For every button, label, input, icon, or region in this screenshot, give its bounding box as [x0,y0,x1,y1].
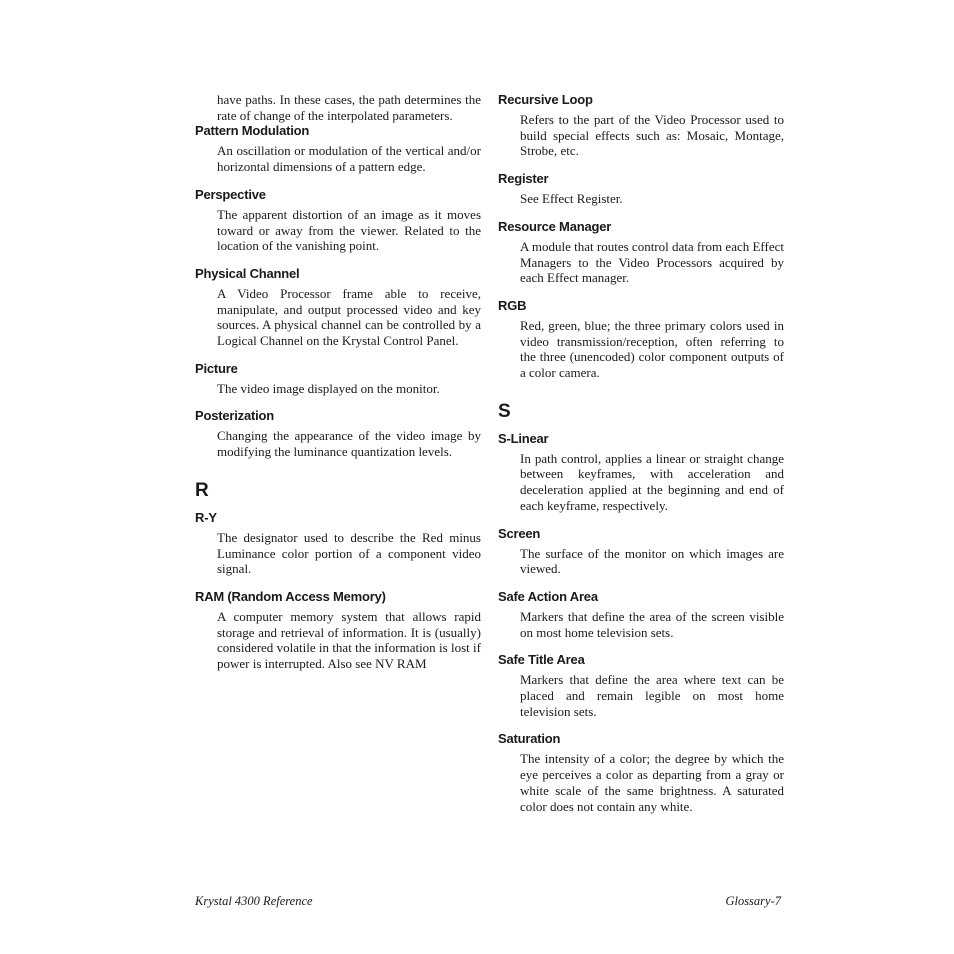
continuation-text: have paths. In these cases, the path determines the rate of change of the interpolated parameters. [217,92,481,123]
glossary-entry [498,171,784,207]
glossary-term: Safe Title Area [498,652,585,668]
right-column [498,92,784,814]
footer-document-title: Krystal 4300 Reference [195,894,313,908]
glossary-definition: See Effect Register. [520,191,623,207]
glossary-term: Posterization [195,408,275,424]
glossary-entry [195,361,481,397]
left-column [195,92,481,672]
glossary-term: Perspective [195,186,266,202]
glossary-definition: A computer memory system that allows rapid storage and retrieval of information. It is (usually) considered volatile in that the information is lost if power is interrupted. Also see NV RAM [217,608,481,672]
entries-before-r [195,123,481,459]
glossary-term: S-Linear [498,430,549,446]
glossary-definition: Refers to the part of the Video Processor used to build special effects such as: Mosaic, Montage, Strobe, etc. [520,112,784,159]
glossary-definition: In path control, applies a linear or straight change between keyframes, with acceleration and deceleration applied at the beginning and end of each keyframe, respectively. [520,450,784,513]
glossary-entry [195,589,481,672]
glossary-definition: The intensity of a color; the degree by which the eye perceives a color as departing from a gray or white scale of the same brightness. A saturated color does not contain any white. [520,751,784,814]
entries-after-r [195,510,481,672]
glossary-entry [195,408,481,459]
glossary-term: Safe Action Area [498,588,598,604]
glossary-definition: Red, green, blue; the three primary colors used in video transmission/reception, often referring to the three (unencoded) color component outputs of a color camera. [520,317,784,381]
glossary-entry [498,219,784,286]
glossary-term: Picture [195,360,238,376]
glossary-term: Register [498,171,549,187]
glossary-definition: The surface of the monitor on which images are viewed. [520,545,784,577]
glossary-entry [498,298,784,381]
glossary-entry [498,431,784,514]
glossary-entry [498,652,784,719]
glossary-entry [195,510,481,577]
glossary-term: RGB [498,297,527,313]
section-letter: S [498,400,511,422]
glossary-definition: Markers that define the area of the screen visible on most home television sets. [520,608,784,640]
glossary-definition: The apparent distortion of an image as it moves toward or away from the viewer. Related to the location of the vanishing point. [217,206,481,254]
glossary-term: Screen [498,525,541,541]
glossary-term: Recursive Loop [498,92,593,107]
glossary-entry [498,731,784,814]
glossary-definition: The designator used to describe the Red minus Luminance color portion of a component video signal. [217,529,481,577]
glossary-term: R-Y [195,509,217,525]
glossary-entry [195,266,481,349]
glossary-term: Physical Channel [195,265,300,281]
glossary-entry [195,123,481,174]
glossary-term: RAM (Random Access Memory) [195,588,386,604]
footer-page-number: Glossary-7 [725,894,781,908]
glossary-term: Pattern Modulation [195,123,310,139]
glossary-entry [498,589,784,640]
section-letter: R [195,479,209,501]
glossary-entry [195,187,481,254]
glossary-entry [498,92,784,159]
glossary-entry [498,526,784,577]
entries-after-s [498,431,784,815]
glossary-definition: Changing the appearance of the video image by modifying the luminance quantization levels. [217,428,481,460]
glossary-term: Saturation [498,731,561,747]
glossary-definition: Markers that define the area where text can be placed and remain legible on most home television sets. [520,672,784,719]
glossary-term: Resource Manager [498,218,612,234]
glossary-definition: A Video Processor frame able to receive, manipulate, and output processed video and key sources. A physical channel can be controlled by a Logical Channel on the Krystal Control Panel. [217,285,481,349]
glossary-definition: A module that routes control data from each Effect Managers to the Video Processors acquired by each Effect manager. [520,238,784,286]
entries-before-s [498,92,784,381]
glossary-definition: The video image displayed on the monitor. [217,380,440,396]
glossary-definition: An oscillation or modulation of the vertical and/or horizontal dimensions of a pattern edge. [217,143,481,175]
